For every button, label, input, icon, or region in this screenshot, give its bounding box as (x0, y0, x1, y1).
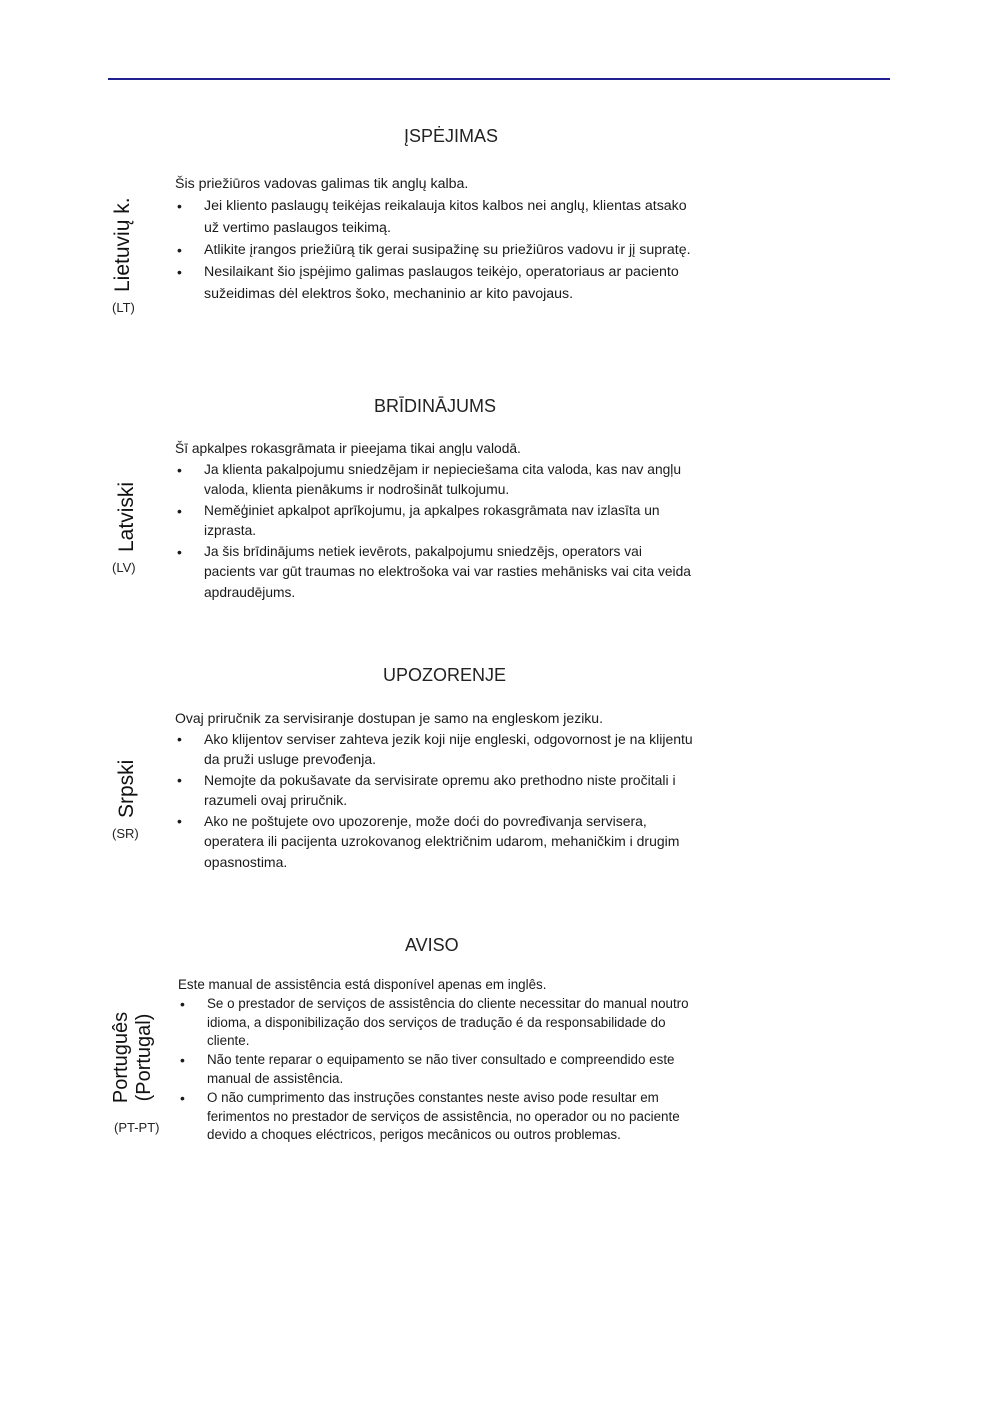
bullet-item: • Ako klijentov serviser zahteva jezik koji nije engleski, odgovornost je na klijentu da pruži usluge prevođenja. (175, 729, 695, 770)
bullet-list (178, 995, 698, 1145)
bullet-item: • O não cumprimento das instruções constantes neste aviso pode resultar em ferimentos no prestador de serviços de assistência, no operador ou no paciente devido a choques eléctricos, perigos mecânicos ou outros problemas. (178, 1089, 698, 1145)
intro-text: Šī apkalpes rokasgrāmata ir pieejama tikai angļu valodā. (175, 441, 521, 456)
language-code: (LV) (112, 560, 136, 575)
bullet-item: • Nesilaikant šio įspėjimo galimas paslaugos teikėjo, operatoriaus ar paciento sužeidimas dėl elektros šoko, mechaninio ar kito pavojaus. (175, 261, 695, 305)
bullet-item: • Atlikite įrangos priežiūrą tik gerai susipažinę su priežiūros vadovu ir jį supratę. (175, 239, 695, 261)
language-label: Srpski (115, 759, 138, 818)
section-body (178, 976, 698, 1145)
section-title: AVISO (405, 935, 459, 955)
bullet-list (175, 729, 695, 873)
language-code: (PT-PT) (114, 1120, 160, 1135)
bullet-item: • Jei kliento paslaugų teikėjas reikalauja kitos kalbos nei anglų, klientas atsako už vertimo paslaugos teikimą. (175, 195, 695, 239)
language-label (110, 1005, 156, 1110)
intro-text: Ovaj priručnik za servisiranje dostupan je samo na engleskom jeziku. (175, 710, 603, 726)
intro-text: Šis priežiūros vadovas galimas tik anglų kalba. (175, 176, 469, 192)
language-code: (LT) (112, 300, 135, 315)
bullet-list (175, 460, 695, 604)
language-region: (Portugal) (133, 1013, 155, 1102)
bullet-item: • Ja klienta pakalpojumu sniedzējam ir nepieciešama cita valoda, kas nav angļu valoda, klienta pienākums ir nodrošināt tulkojumu. (175, 460, 695, 501)
bullet-item: • Não tente reparar o equipamento se não tiver consultado e compreendido este manual de assistência. (178, 1051, 698, 1089)
section-body (175, 439, 695, 603)
language-name: Português (110, 1011, 132, 1104)
bullet-item: • Neměģiniet apkalpot aprīkojumu, ja apkalpes rokasgrāmata nav izlasīta un izprasta. (175, 501, 695, 542)
section-title: BRĪDINĀJUMS (374, 396, 497, 416)
language-code: (SR) (112, 826, 139, 841)
section-title: ĮSPĖJIMAS (404, 126, 499, 146)
bullet-item: • Nemojte da pokušavate da servisirate opremu ako prethodno niste pročitali i razumeli ovaj priručnik. (175, 770, 695, 811)
section-title: UPOZORENJE (383, 665, 507, 685)
intro-text: Este manual de assistência está disponível apenas em inglês. (178, 977, 547, 992)
language-label: Latviski (115, 481, 138, 552)
bullet-item: • Ja šis brīdinājums netiek ievērots, pakalpojumu sniedzējs, operators vai pacients var gūt traumas no elektrošoka vai var rasties mehānisks vai cita veida apdraudējums. (175, 542, 695, 604)
header-rule (108, 78, 890, 80)
bullet-list (175, 195, 695, 305)
section-body (175, 173, 695, 305)
bullet-item: • Se o prestador de serviços de assistência do cliente necessitar do manual noutro idioma, a disponibilização dos serviços de tradução é da responsabilidade do cliente. (178, 995, 698, 1051)
section-body (175, 708, 695, 872)
language-label: Lietuvių k. (111, 197, 134, 292)
bullet-item: • Ako ne poštujete ovo upozorenje, može doći do povređivanja servisera, operatera ili pacijenta uzrokovanog električnim udarom, mehaničkim i drugim opasnostima. (175, 811, 695, 873)
